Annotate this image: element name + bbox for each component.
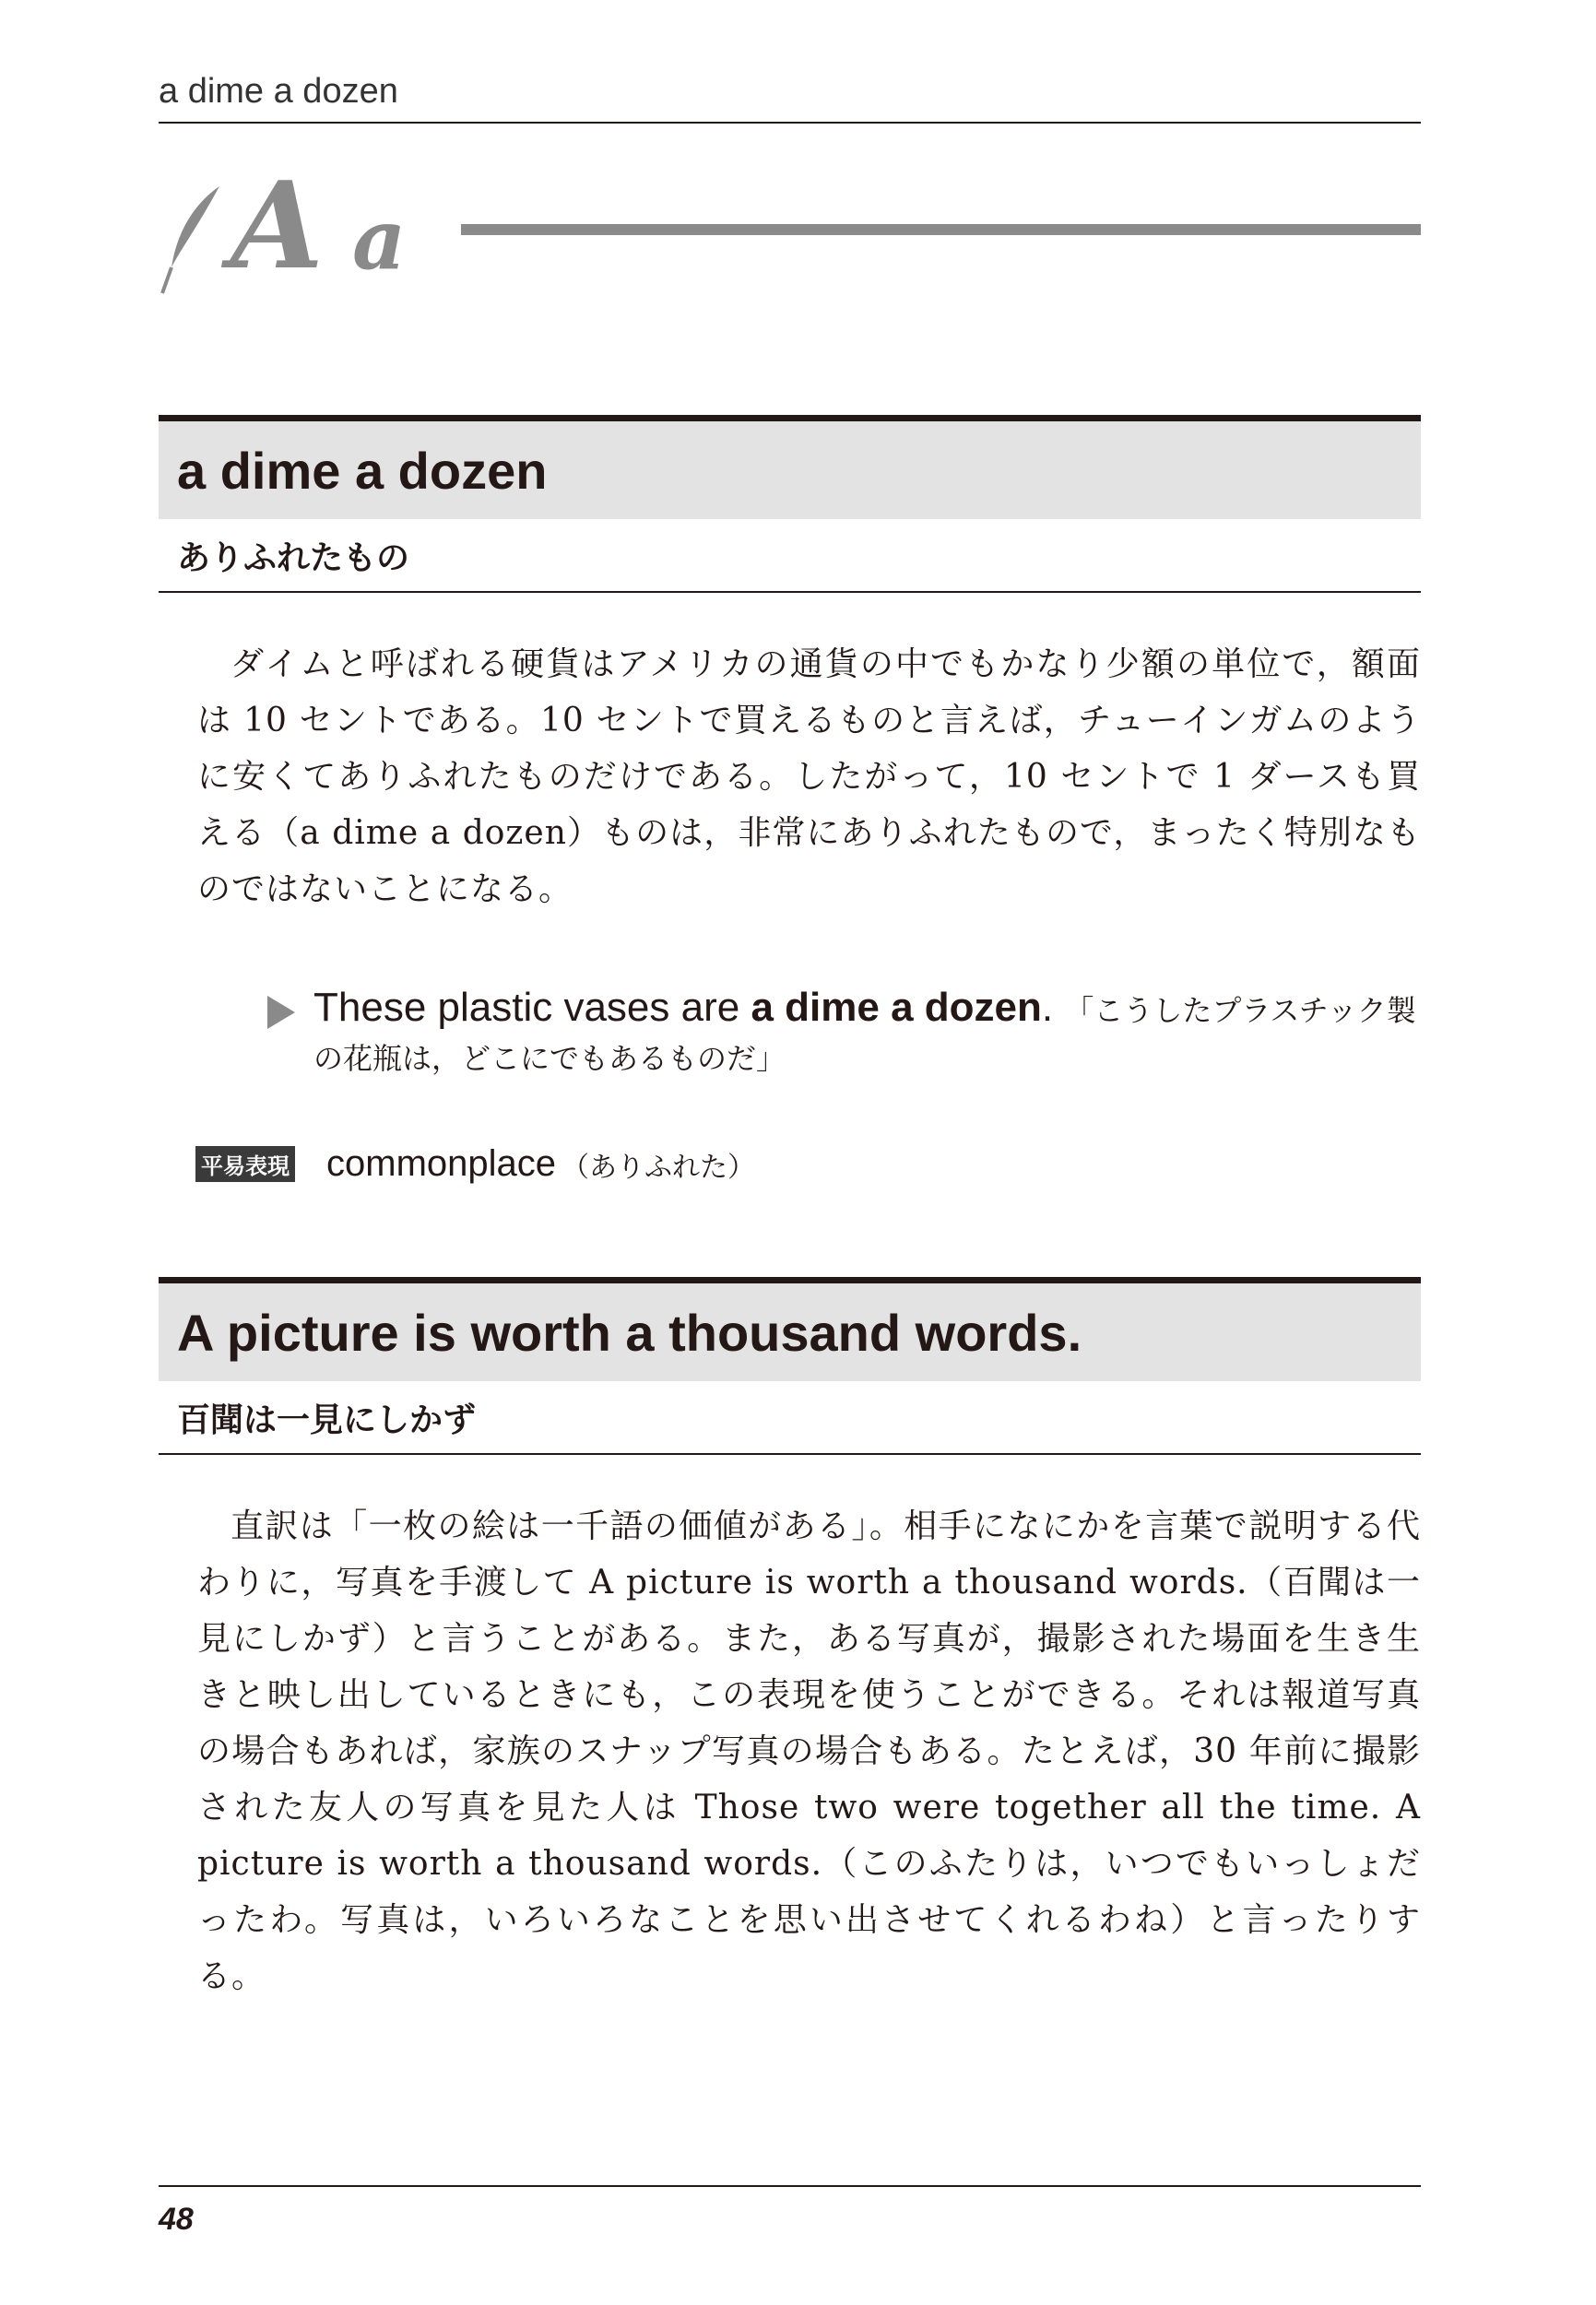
- entry-top-bar: [159, 415, 1421, 421]
- footer-rule: [159, 2185, 1421, 2187]
- example-after: .: [1041, 985, 1054, 1030]
- entry-bottom-rule: [159, 591, 1421, 593]
- plain-word: commonplace: [326, 1143, 557, 1184]
- example-before: These plastic vases are: [313, 985, 751, 1030]
- letter-bar: [461, 224, 1421, 235]
- entry-body-2: 直訳は「一枚の絵は一千語の価値がある」。相手になにかを言葉で説明する代わりに，写真を手渡して A picture is worth a thousand words.（百聞は一見にしかず）と言うことがある。また，ある写真が，撮影された場面を生き生きと映し出しているときにも，この表現を使うことができる。それは報道写真の場合もあれば，家族のスナップ写真の場合もある。たとえば，30 年前に撮影された友人の写真を見た人は Those two were together all the time. A picture is worth a thousand words.（このふたりは，いつでもいっしょだったわ。写真は，いろいろなことを思い出させてくれるわね）と言ったりする。: [197, 1507, 1421, 1995]
- entry-phrase: a dime a dozen: [177, 441, 548, 500]
- header-rule: [159, 122, 1421, 124]
- example-translation-start: 「こうしたプラスチック製: [1064, 993, 1416, 1028]
- example-translation-end: の花瓶は，どこにでもあるものだ」: [313, 1041, 786, 1076]
- plain-gloss: （ありふれた）: [562, 1151, 756, 1184]
- entry-phrase: A picture is worth a thousand words.: [177, 1303, 1082, 1362]
- entry-phrase-band: [159, 1283, 1421, 1381]
- entry-header-2: [159, 1277, 1421, 1455]
- letter-lower: a: [352, 191, 407, 289]
- triangle-bullet-icon: [267, 996, 295, 1029]
- entry-meaning: 百聞は一見にしかず: [177, 1401, 477, 1439]
- plain-label-badge: 平易表現: [195, 1146, 295, 1182]
- entry-body-1: ダイムと呼ばれる硬貨はアメリカの通貨の中でもかなり少額の単位で，額面は 10 セントである。10 セントで買えるものと言えば，チューインガムのように安くてありふれたものだけである。したがって，10 セントで 1 ダースも買える（a dime a dozen）ものは，非常にありふれたもので，まったく特別なものではないことになる。: [197, 645, 1421, 908]
- plain-expression: [195, 1143, 755, 1185]
- entry-phrase-band: [159, 421, 1421, 519]
- entry-header-1: [159, 415, 1421, 593]
- entry-meaning: ありふれたもの: [177, 538, 410, 577]
- entry-top-bar: [159, 1277, 1421, 1283]
- example-sentence: [267, 983, 1421, 1082]
- letter-upper: A: [231, 155, 324, 296]
- entry-bottom-rule: [159, 1453, 1421, 1455]
- letter-heading: [159, 155, 1421, 296]
- running-header: a dime a dozen: [159, 72, 398, 111]
- example-highlight: a dime a dozen: [751, 985, 1042, 1030]
- page-number: 48: [159, 2202, 194, 2237]
- quill-icon: [159, 184, 223, 295]
